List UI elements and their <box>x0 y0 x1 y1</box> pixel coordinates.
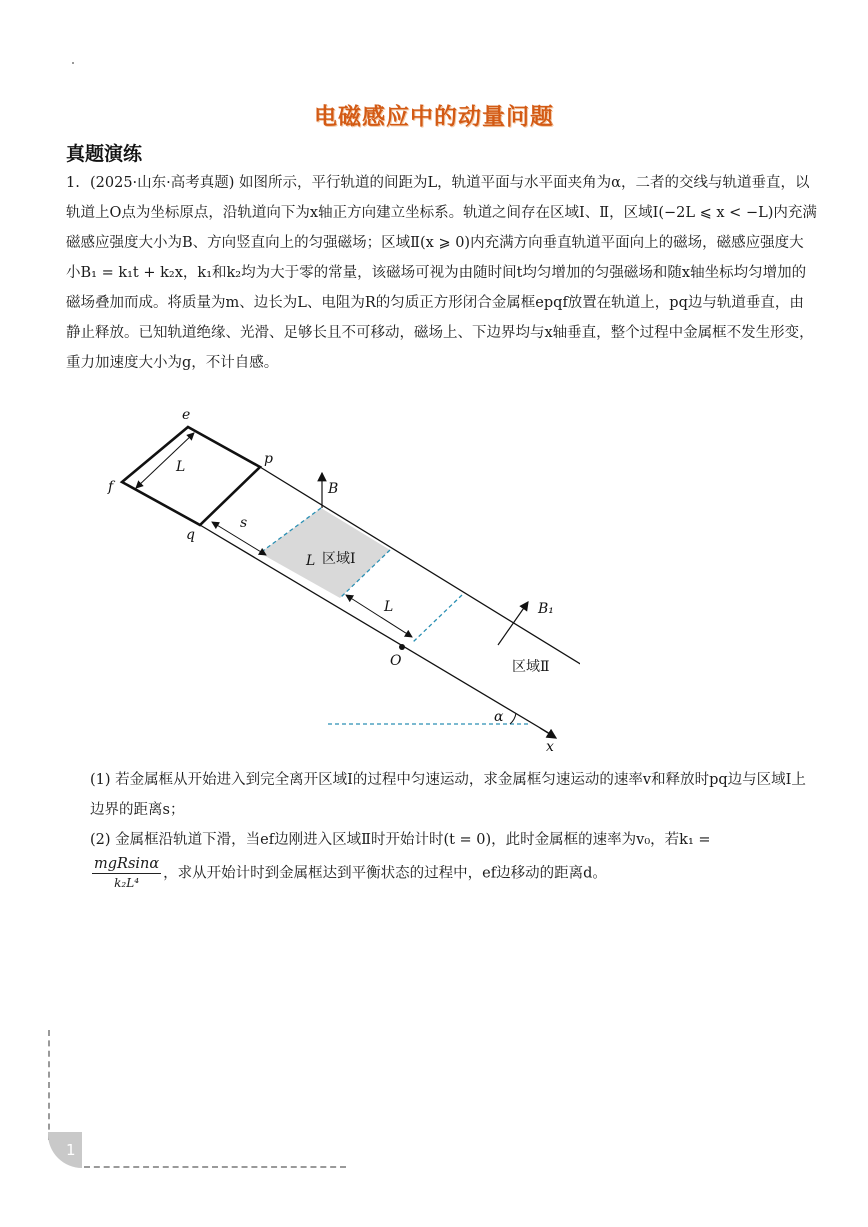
footer-vertical-dashes <box>48 1030 50 1140</box>
frame-L-arrow <box>136 433 194 488</box>
question-2-text-before: (2) 金属框沿轨道下滑，当ef边刚进入区域Ⅱ时开始计时(t = 0)，此时金属框的速率为v₀，若k₁ = <box>90 832 711 848</box>
gap-L-arrow <box>346 595 412 637</box>
label-O: O <box>390 653 402 669</box>
problem-number: 1. <box>66 175 80 191</box>
k1-fraction <box>92 855 161 892</box>
problem-stem: (2025·山东·高考真题) 如图所示，平行轨道的间距为L，轨道平面与水平面夹角为α，二者的交线与轨道垂直，以轨道上O点为坐标原点，沿轨道向下为x轴正方向建立坐标系。轨道之间存在区域Ⅰ、Ⅱ，区域Ⅰ(−2L ⩽ x < −L)内充满磁感应强度大小为B、方向竖直向上的匀强磁场；区域Ⅱ(x ⩾ 0)内充满方向垂直轨道平面向上的磁场，磁感应强度大小B₁ = k₁t + k₂x，k₁和k₂均为大于零的常量，该磁场可视为由随时间t均匀增加的匀强磁场和随x轴坐标均匀增加的磁场叠加而成。将质量为m、边长为L、电阻为R的匀质正方形闭合金属框epqf放置在轨道上，pq边与轨道垂直，由静止释放。已知轨道绝缘、光滑、足够长且不可移动，磁场上、下边界均与x轴垂直，整个过程中金属框不发生形变，重力加速度大小为g，不计自感。 <box>66 175 817 371</box>
page-number: 1 <box>48 1132 82 1168</box>
label-B: B <box>328 481 339 497</box>
footer-horizontal-dashes <box>84 1166 346 1168</box>
field-B1-arrow <box>498 602 528 645</box>
question-1: (1) 若金属框从开始进入到完全离开区域Ⅰ的过程中匀速运动，求金属框匀速运动的速率v和释放时pq边与区域Ⅰ上边界的距离s； <box>90 772 806 818</box>
x-axis-arrow <box>540 728 556 738</box>
question-2 <box>90 825 820 892</box>
label-L-gap: L <box>384 599 394 615</box>
label-s: s <box>240 515 248 531</box>
label-region-2: 区域Ⅱ <box>512 659 550 675</box>
label-alpha: α <box>494 709 504 725</box>
fraction-numerator: mgRsinα <box>94 856 160 872</box>
question-2-text-after: ，求从开始计时到金属框达到平衡状态的过程中，ef边移动的距离d。 <box>163 865 607 882</box>
label-e: e <box>182 407 191 423</box>
alpha-arc <box>510 713 516 724</box>
region-2-upper-boundary <box>412 595 462 643</box>
physics-diagram <box>100 405 580 755</box>
label-p: p <box>264 451 273 467</box>
fraction-denominator: k₂L⁴ <box>114 876 140 890</box>
label-q: q <box>186 527 195 543</box>
problem-statement <box>66 168 818 378</box>
label-f: f <box>108 479 114 495</box>
label-x: x <box>546 739 554 755</box>
label-L-frame: L <box>176 459 186 475</box>
origin-point <box>399 644 405 650</box>
s-dimension-arrow <box>212 522 266 555</box>
scan-dot <box>72 62 74 64</box>
section-heading: 真题演练 <box>66 143 143 165</box>
label-L-region1: L <box>306 553 316 569</box>
label-B1: B₁ <box>538 601 554 617</box>
page-title: 电磁感应中的动量问题 <box>314 104 554 130</box>
metal-frame-epqf <box>122 427 260 525</box>
questions-block <box>90 765 820 892</box>
label-region-1: 区域Ⅰ <box>322 551 356 567</box>
